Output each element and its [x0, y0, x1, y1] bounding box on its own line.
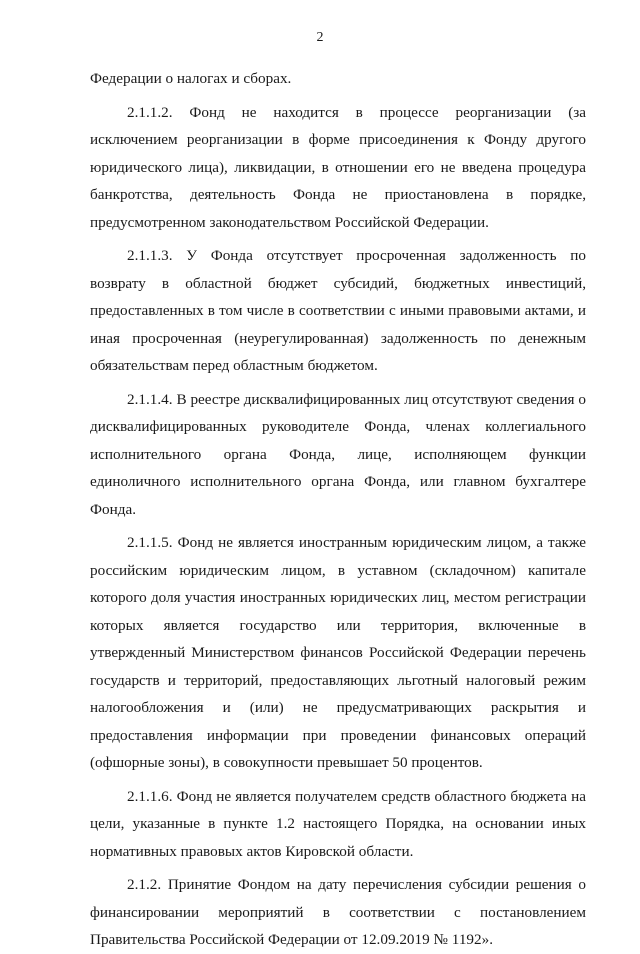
document-body [90, 65, 586, 954]
paragraph-continuation: Федерации о налогах и сборах. [90, 70, 292, 87]
paragraph-2-1-1-4: 2.1.1.4. В реестре дисквалифицированных лиц отсутствуют сведения о дисквалифицированных руководителе Фонда, членах коллегиального исполнительного органа Фонда, лице, исполняющем функции единоличного исполнительного органа Фонда, или главном бухгалтере Фонда. [90, 390, 586, 518]
paragraph-2-1-1-6: 2.1.1.6. Фонд не является получателем средств областного бюджета на цели, указанные в пункте 1.2 настоящего Порядка, на основании иных нормативных правовых актов Кировской области. [90, 787, 586, 860]
paragraph-2-1-1-2: 2.1.1.2. Фонд не находится в процессе реорганизации (за исключением реорганизации в форме присоединения к Фонду другого юридического лица), ликвидации, в отношении его не введена процедура банкротства, деятельность Фонда не приостановлена в порядке, предусмотренном законодательством Российской Федерации. [90, 103, 586, 231]
paragraph-2-1-1-3: 2.1.1.3. У Фонда отсутствует просроченная задолженность по возврату в областной бюджет субсидий, бюджетных инвестиций, предоставленных в том числе в соответствии с иными правовыми актами, и иная просроченная (неурегулированная) задолженность по денежным обязательствам перед областным бюджетом. [90, 247, 586, 374]
paragraph-2-1-1-5: 2.1.1.5. Фонд не является иностранным юридическим лицом, а также российским юридическим лицом, в уставном (складочном) капитале которого доля участия иностранных юридических лиц, местом регистрации которых является государство или территория, включенные в утвержденный Министерством финансов Российской Федерации перечень государств и территорий, предоставляющих льготный налоговый режим налогообложения и (или) не предусматривающих раскрытия и предоставления информации при проведении финансовых операций (офшорные зоны), в совокупности превышает 50 процентов. [90, 534, 586, 771]
paragraph-2-1-2: 2.1.2. Принятие Фондом на дату перечисления субсидии решения о финансировании мероприятий в соответствии с постановлением Правительства Российской Федерации от 12.09.2019 № 1192». [90, 876, 586, 948]
page-number: 2 [316, 30, 324, 45]
